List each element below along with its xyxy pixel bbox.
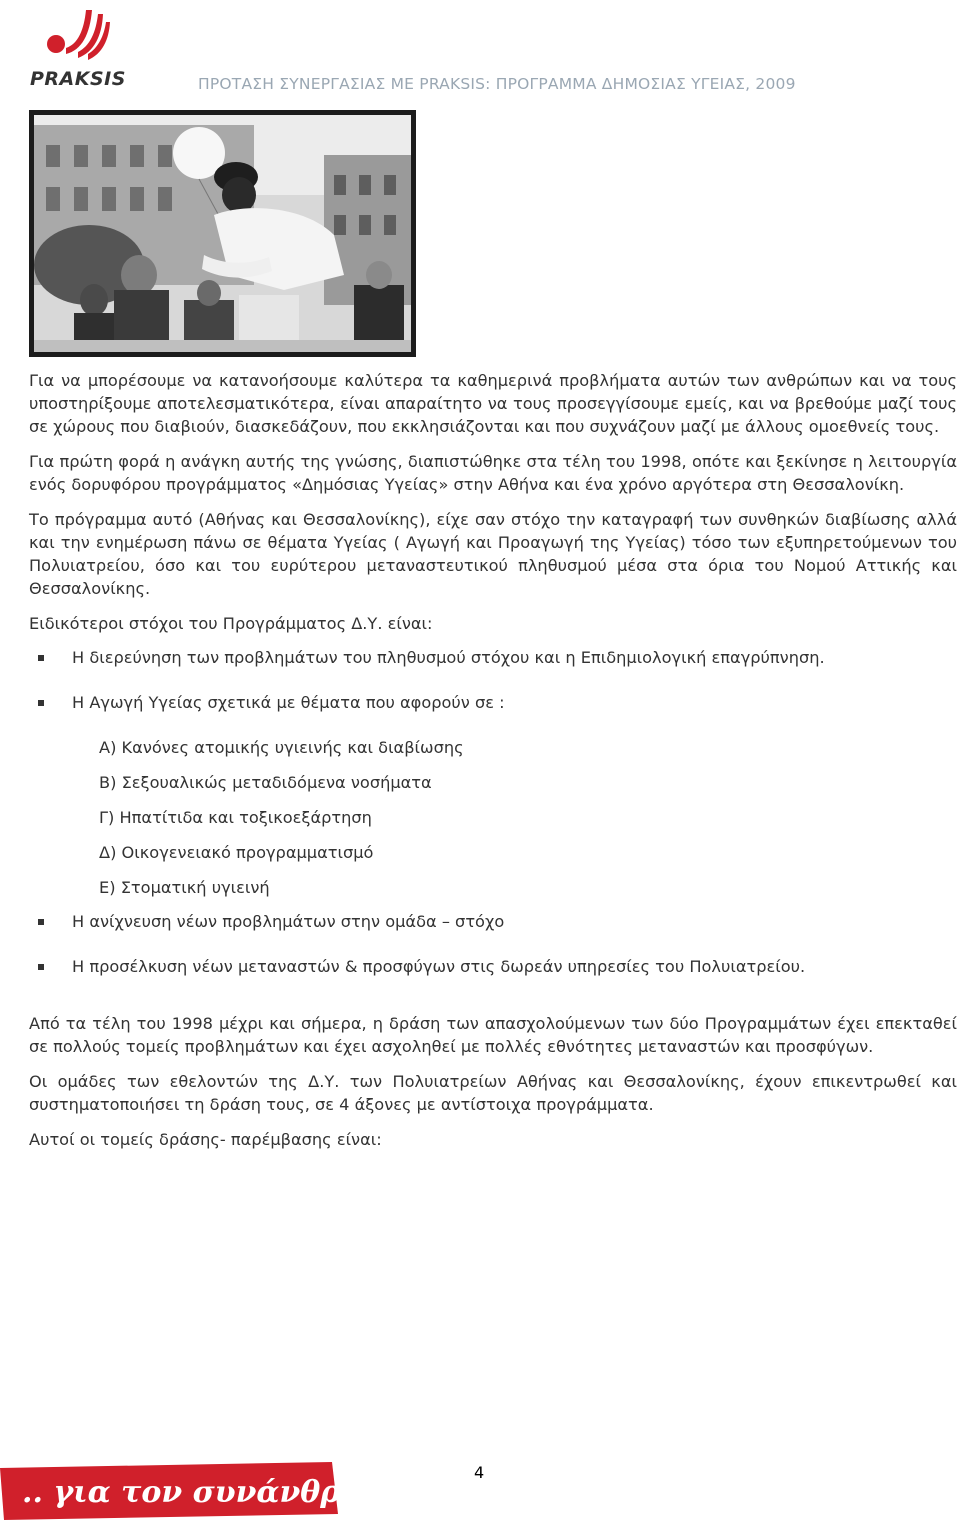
bullet-marker — [38, 655, 44, 661]
list-item — [29, 646, 957, 669]
list-item — [29, 955, 957, 978]
photo-illustration — [34, 115, 411, 352]
list-item — [29, 691, 957, 714]
paragraph-activity: Από τα τέλη του 1998 μέχρι και σήμερα, η δράση των απασχολούμενων των δύο Προγραμμάτων έχει επεκταθεί σε πολλούς τομείς προβλημάτων και έχει ασχοληθεί με πολλές εθνότητες μεταναστών και προσφύγων. — [29, 1014, 957, 1056]
sub-list-item: Β) Σεξουαλικώς μεταδιδόμενα νοσήματα — [99, 773, 432, 792]
sub-list — [29, 736, 957, 899]
sub-list-item: Α) Κανόνες ατομικής υγιεινής και διαβίωσης — [99, 738, 464, 757]
page-number: 4 — [474, 1463, 485, 1482]
praksis-logo-mark — [26, 4, 126, 70]
sub-list-item: Γ) Ηπατίτιδα και τοξικοεξάρτηση — [99, 808, 372, 827]
paragraph-volunteers: Οι ομάδες των εθελοντών της Δ.Υ. των Πολυιατρείων Αθήνας και Θεσσαλονίκης, έχουν επικεντρωθεί και συστηματοποιήσει τη δράση τους, σε 4 άξονες με αντίστοιχα προγράμματα. — [29, 1072, 957, 1114]
bullet-text: Η διερεύνηση των προβλημάτων του πληθυσμού στόχου και η Επιδημιολογική επαγρύπνηση. — [72, 648, 825, 667]
page-header-title: ΠΡΟΤΑΣΗ ΣΥΝΕΡΓΑΣΙΑΣ ΜΕ PRAKSIS: ΠΡΟΓΡΑΜΜΑ ΔΗΜΟΣΙΑΣ ΥΓΕΙΑΣ, 2009 — [198, 75, 796, 93]
main-content — [29, 369, 957, 1163]
bullet-marker — [38, 964, 44, 970]
list-item — [29, 910, 957, 933]
paragraph-sectors: Αυτοί οι τομείς δράσης- παρέμβασης είναι: — [29, 1130, 382, 1149]
sub-list-item: Ε) Στοματική υγιεινή — [99, 878, 270, 897]
bullet-marker — [38, 919, 44, 925]
paragraph-objectives-heading: Ειδικότεροι στόχοι του Προγράμματος Δ.Υ. είναι: — [29, 614, 433, 633]
footer-slogan-banner — [0, 1462, 424, 1520]
bullet-text: Η ανίχνευση νέων προβλημάτων στην ομάδα – στόχο — [72, 912, 505, 931]
praksis-logo — [26, 4, 126, 94]
sub-list-item: Δ) Οικογενειακό προγραμματισμό — [99, 843, 374, 862]
bullet-marker — [38, 700, 44, 706]
logo-wordmark: PRAKSIS — [30, 68, 126, 90]
paragraph-program-goal: Το πρόγραμμα αυτό (Αθήνας και Θεσσαλονίκης), είχε σαν στόχο την καταγραφή των συνθηκών διαβίωσης αλλά και την ενημέρωση πάνω σε θέματα Υγείας ( Αγωγή και Προαγωγή της Υγείας) τόσο των εξυπηρετούμενων του Πολυιατρείου, όσο και του ευρύτερου μεταναστευτικού πληθυσμού μέσα στα όρια του Νομού Αττικής και Θεσσαλονίκης. — [29, 510, 957, 598]
paragraph-intro: Για να μπορέσουμε να κατανοήσουμε καλύτερα τα καθημερινά προβλήματα αυτών των ανθρώπων και να τους υποστηρίξουμε αποτελεσματικότερα, είναι απαραίτητο να τους προσεγγίσουμε εμείς, και να βρεθούμε μαζί τους σε χώρους που διαβιούν, διασκεδάζουν, που εκκλησιάζονται και που συχνάζουν μαζί με άλλους ομοεθνείς τους. — [29, 371, 957, 436]
slogan-banner-graphic — [0, 1462, 424, 1520]
slogan-text: .. για τον συνάνθρωπο! — [22, 1475, 424, 1510]
bullet-text: Η Αγωγή Υγείας σχετικά με θέματα που αφορούν σε : — [72, 693, 505, 712]
bullet-text: Η προσέλκυση νέων μεταναστών & προσφύγων στις δωρεάν υπηρεσίες του Πολυιατρείου. — [72, 957, 806, 976]
paragraph-history: Για πρώτη φορά η ανάγκη αυτής της γνώσης, διαπιστώθηκε στα τέλη του 1998, οπότε και ξεκίνησε η λειτουργία ενός δορυφόρου προγράμματος «Δημόσιας Υγείας» στην Αθήνα και ένα χρόνο αργότερα στη Θεσσαλονίκη. — [29, 452, 957, 494]
street-photo — [29, 110, 416, 357]
